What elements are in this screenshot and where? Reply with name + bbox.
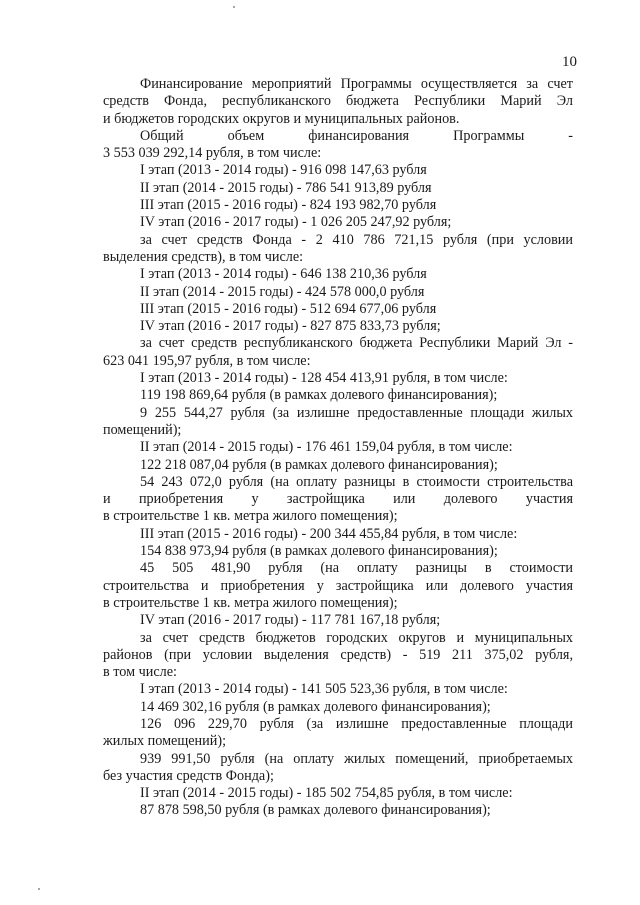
text-line: строительства и приобретения у застройщика или долевого участия [103,577,573,594]
text-line: за счет средств бюджетов городских округов и муниципальных [140,629,573,646]
text-line: I этап (2013 - 2014 годы) - 916 098 147,63 рубля [140,162,427,179]
text-line: 45 505 481,90 рубля (на оплату разницы в стоимости [140,560,573,577]
text-line: выделения средств), в том числе: [103,248,304,265]
document-body [103,76,573,820]
text-line: 9 255 544,27 рубля (за излишне предоставленные площади жилых [140,404,573,421]
text-line: и бюджетов городских округов и муниципальных районов. [103,110,460,127]
text-line: Общий объем финансирования Программы - [140,127,573,144]
text-line: 87 878 598,50 рубля (в рамках долевого финансирования); [140,802,491,819]
text-line: за счет средств республиканского бюджета Республики Марий Эл - [140,335,573,352]
text-line: III этап (2015 - 2016 годы) - 512 694 677,06 рубля [140,300,437,317]
text-line: за счет средств Фонда - 2 410 786 721,15 рубля (при условии [140,231,573,248]
text-line: 623 041 195,97 рубля, в том числе: [103,352,311,369]
text-line: III этап (2015 - 2016 годы) - 824 193 982,70 рубля [140,197,437,214]
text-line: 119 198 869,64 рубля (в рамках долевого финансирования); [140,387,498,404]
text-line: 54 243 072,0 рубля (на оплату разницы в стоимости строительства [140,473,573,490]
text-line: II этап (2014 - 2015 годы) - 424 578 000,0 рубля [140,283,425,300]
text-line: II этап (2014 - 2015 годы) - 786 541 913,89 рубля [140,179,432,196]
text-line: I этап (2013 - 2014 годы) - 646 138 210,36 рубля [140,266,427,283]
text-line: и приобретения у застройщика или долевого участия [103,491,573,508]
text-line: без участия средств Фонда); [103,767,274,784]
text-line: IV этап (2016 - 2017 годы) - 1 026 205 247,92 рубля; [140,214,452,231]
text-line: II этап (2014 - 2015 годы) - 185 502 754,85 рубля, в том числе: [140,785,513,802]
text-line: жилых помещений); [103,733,227,750]
text-line: Финансирование мероприятий Программы осуществляется за счет [140,76,573,92]
text-line: 3 553 039 292,14 рубля, в том числе: [103,145,322,162]
text-line: 939 991,50 рубля (на оплату жилых помещений, приобретаемых [140,750,573,767]
text-line: IV этап (2016 - 2017 годы) - 827 875 833,73 рубля; [140,318,441,335]
text-line: IV этап (2016 - 2017 годы) - 117 781 167,18 рубля; [140,612,441,629]
text-line: средств Фонда, республиканского бюджета Республики Марий Эл [103,93,573,110]
text-line: 126 096 229,70 рубля (за излишне предоставленные площади [140,715,573,732]
text-line: II этап (2014 - 2015 годы) - 176 461 159,04 рубля, в том числе: [140,439,513,456]
text-line: 154 838 973,94 рубля (в рамках долевого финансирования); [140,543,498,560]
text-line: 14 469 302,16 рубля (в рамках долевого финансирования); [140,698,491,715]
text-line: 122 218 087,04 рубля (в рамках долевого финансирования); [140,456,498,473]
scan-speck [38,888,40,890]
text-line: I этап (2013 - 2014 годы) - 128 454 413,91 рубля, в том числе: [140,370,508,387]
text-line: в том числе: [103,664,177,681]
text-line: III этап (2015 - 2016 годы) - 200 344 455,84 рубля, в том числе: [140,525,518,542]
scan-speck [233,6,235,8]
text-line: I этап (2013 - 2014 годы) - 141 505 523,36 рубля, в том числе: [140,681,508,698]
text-line: районов (при условии выделения средств) - 519 211 375,02 рубля, [103,646,573,663]
text-line: в строительстве 1 кв. метра жилого помещения); [103,508,398,525]
page-number: 10 [562,54,577,70]
text-line: помещений); [103,421,182,438]
text-line: в строительстве 1 кв. метра жилого помещения); [103,594,398,611]
